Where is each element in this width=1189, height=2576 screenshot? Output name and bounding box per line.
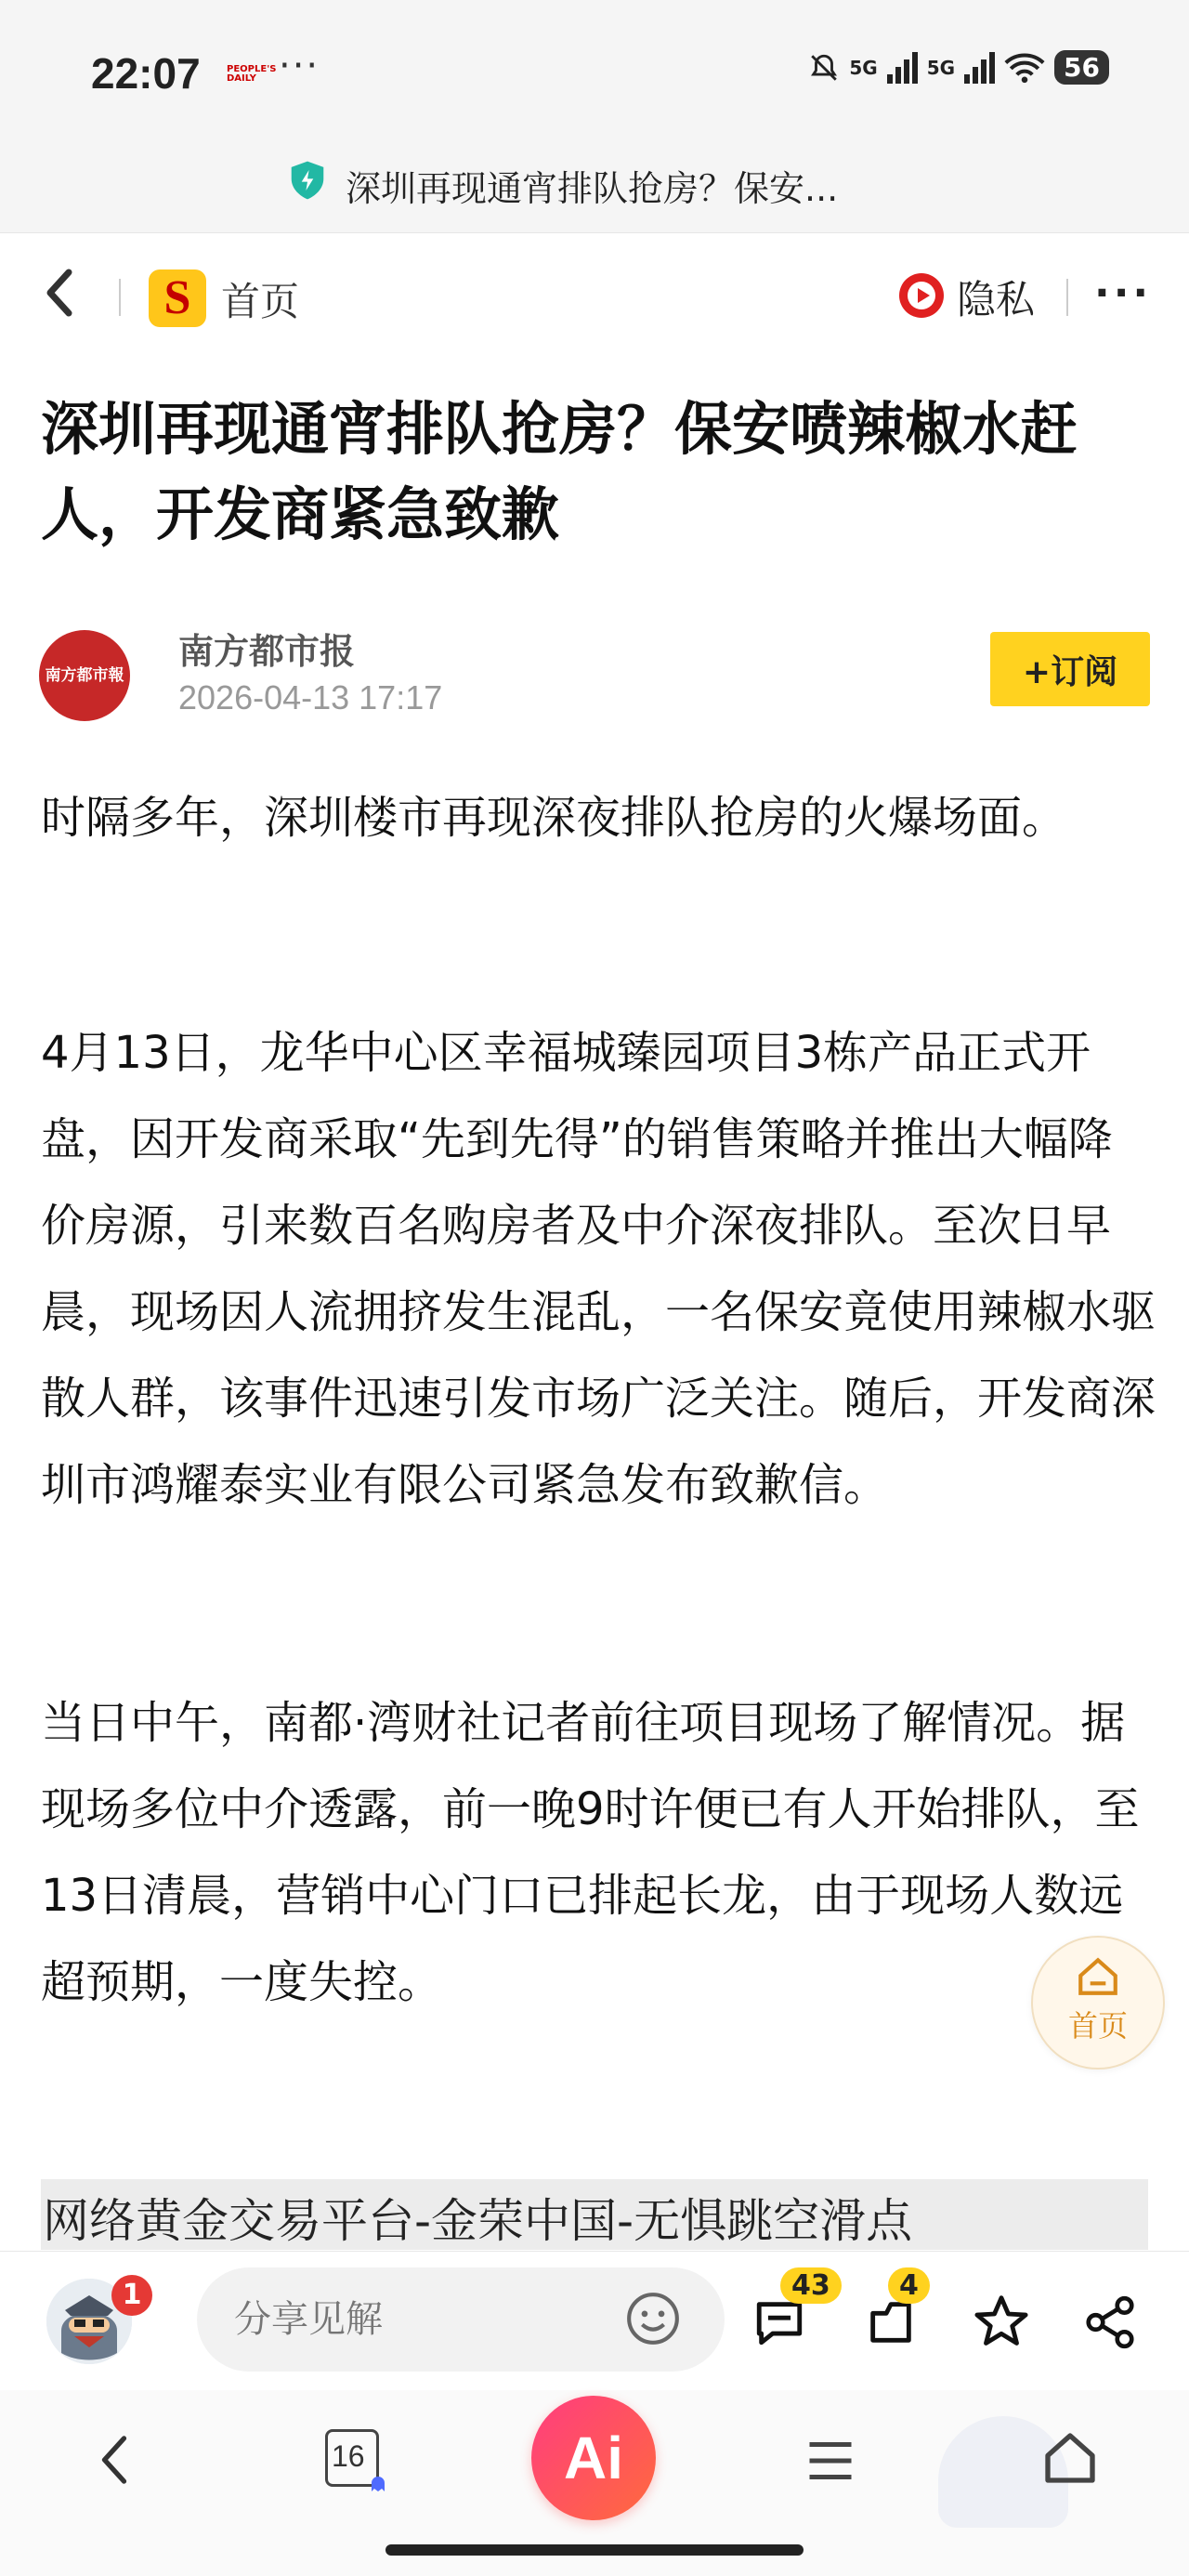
shield-icon (290, 160, 325, 201)
status-icons (808, 50, 1109, 85)
play-icon (899, 273, 944, 318)
status-time: 22:07 (91, 49, 201, 98)
home-icon (1075, 1954, 1121, 1997)
share-icon[interactable] (1081, 2293, 1139, 2351)
mute-bell-icon (808, 52, 840, 84)
ghost-mini-icon (369, 2475, 387, 2493)
wifi-icon (1004, 52, 1045, 84)
network-label-1: 5G (849, 56, 878, 79)
url-title[interactable]: 深圳再现通宵排队抢房？保安... (346, 168, 839, 209)
menu-icon[interactable] (803, 2435, 858, 2487)
home-link[interactable]: 首页 (221, 279, 300, 324)
back-arrow-icon[interactable] (41, 265, 78, 321)
privacy-label[interactable]: 隐私 (957, 277, 1036, 322)
logo-s-icon[interactable]: S (149, 269, 206, 327)
status-more-icon: ··· (279, 45, 320, 87)
nav-divider (119, 279, 121, 316)
article-title: 深圳再现通宵排队抢房？保安喷辣椒水赶人，开发商紧急致歉 (41, 395, 1078, 548)
more-icon[interactable]: ··· (1094, 269, 1153, 317)
author-name[interactable]: 南方都市报 (178, 631, 356, 672)
article-paragraph: 时隔多年，深圳楼市再现深夜排队抢房的火爆场面。 (41, 792, 1067, 844)
emoji-icon[interactable] (624, 2290, 682, 2347)
ad-text[interactable]: 网络黄金交易平台-金荣中国-无惧跳空滑点 (43, 2194, 913, 2248)
home-indicator[interactable] (385, 2544, 804, 2556)
article-paragraph: 4月13日，龙华中心区幸福城臻园项目3栋产品正式开盘，因开发商采取“先到先得”的销售策略并推出大幅降价房源，引来数百名购房者及中介深夜排队。至次日早晨，现场因人流拥挤发生混乱，一名保安竟使用辣椒水驱散人群，该事件迅速引发市场广泛关注。随后，开发商深圳市鸿耀泰实业有限公司紧急发布致歉信。 (41, 1027, 1156, 1511)
share-count-badge: 4 (888, 2267, 930, 2304)
star-icon[interactable] (972, 2292, 1031, 2351)
ai-button[interactable] (531, 2396, 656, 2520)
home-nav-icon[interactable] (1040, 2427, 1100, 2489)
subscribe-button[interactable]: +订阅 (990, 632, 1150, 706)
publish-date: 2026-04-13 17:17 (178, 678, 443, 716)
comment-count-badge: 43 (780, 2267, 842, 2304)
network-label-2: 5G (926, 56, 956, 79)
signal-icon-2 (964, 52, 995, 84)
notification-badge: 1 (111, 2275, 152, 2316)
source-avatar[interactable]: 南方都市報 (39, 630, 130, 721)
battery-indicator: 56 (1054, 50, 1109, 85)
floating-home-label: 首页 (1067, 2008, 1128, 2044)
tabs-icon[interactable] (325, 2429, 379, 2487)
article-paragraph: 当日中午，南都·湾财社记者前往项目现场了解情况。据现场多位中介透露，前一晚9时许便已有人开始排队，至13日清晨，营销中心门口已排起长龙，由于现场人数远超预期，一度失控。 (41, 1697, 1140, 2008)
tabs-count: 16 (332, 2439, 365, 2473)
ai-label: Ai (564, 2425, 623, 2491)
nav-back-icon[interactable] (95, 2427, 134, 2492)
peoples-daily-badge: PEOPLE'S DAILY (227, 64, 277, 84)
privacy-play-icon[interactable] (899, 273, 944, 318)
signal-icon (887, 52, 918, 84)
floating-home-button[interactable] (1031, 1936, 1165, 2070)
nav-divider-right (1066, 279, 1068, 316)
